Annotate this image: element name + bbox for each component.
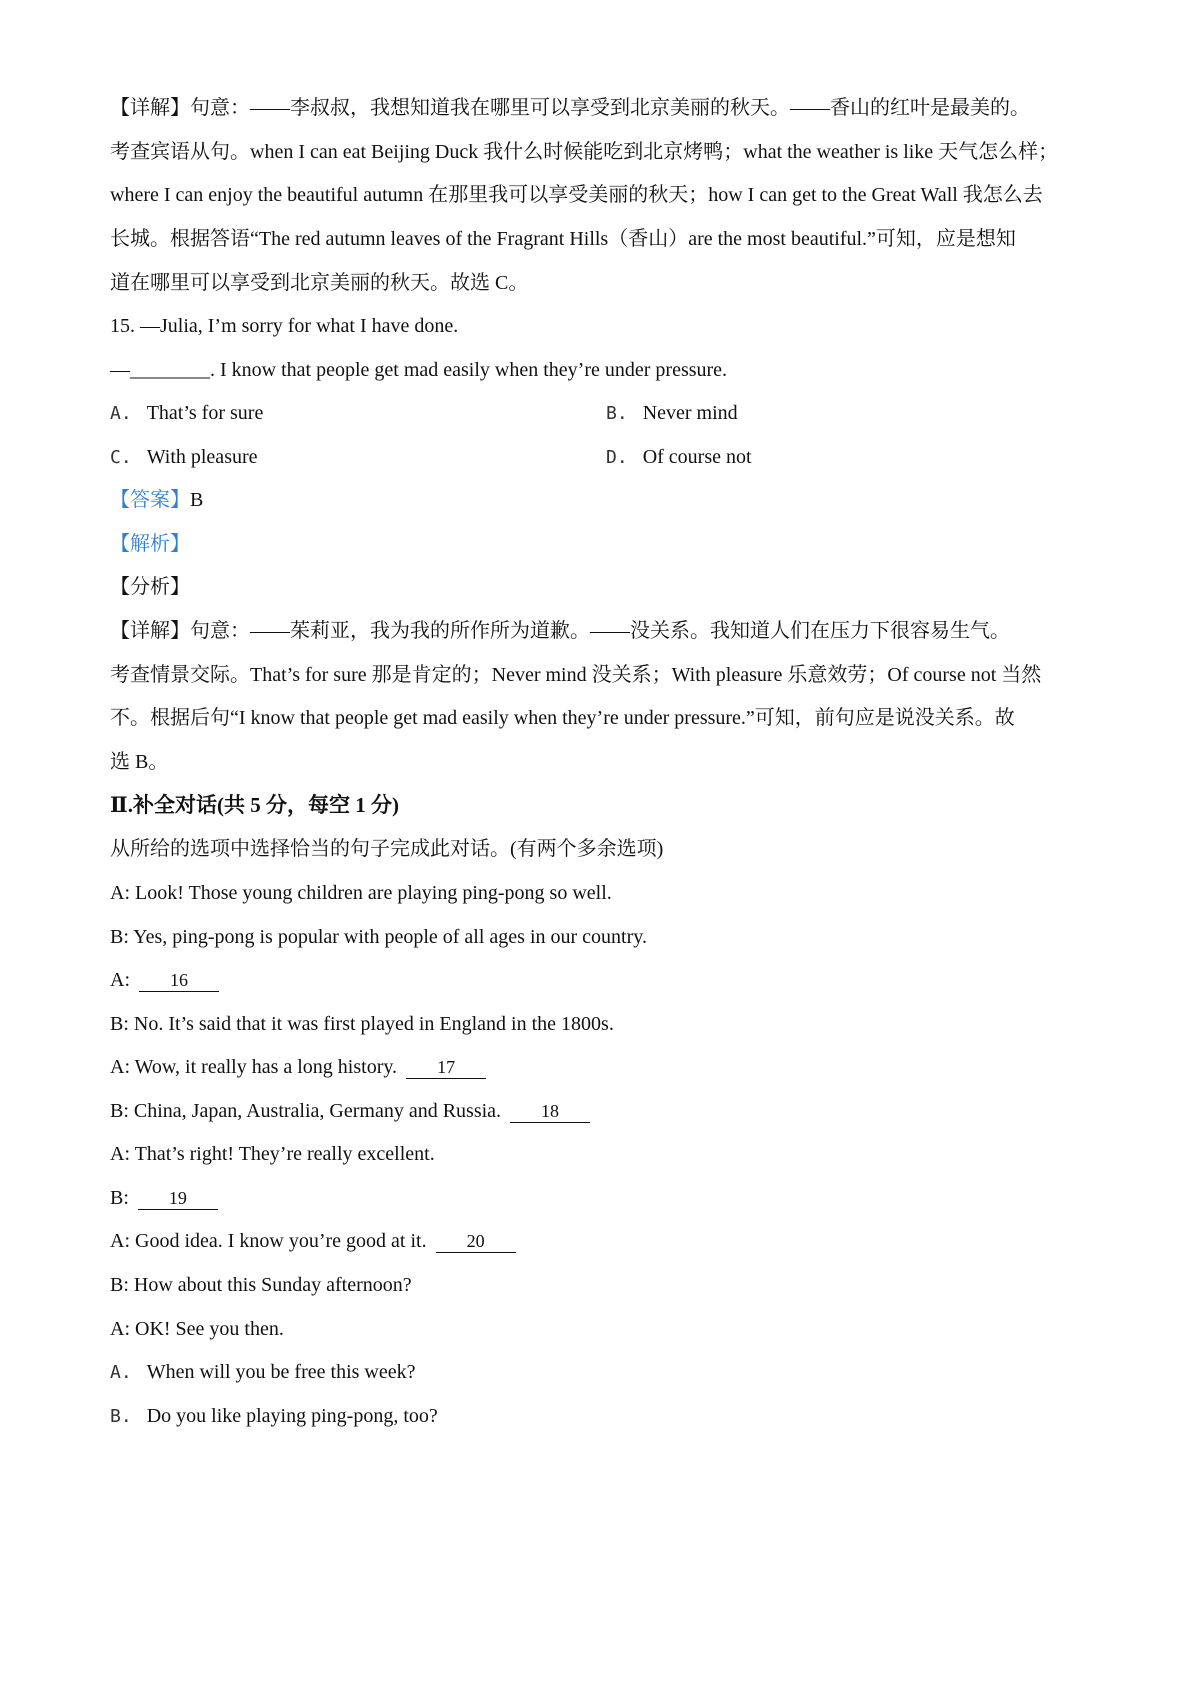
dialogue-text: A: OK! See you then.	[110, 1318, 284, 1340]
dialogue-text: B: No. It’s said that it was first played in England in the 1800s.	[110, 1013, 614, 1035]
dialogue-line	[110, 880, 1100, 906]
dialogue-line	[110, 1054, 1100, 1080]
answer-blank-16[interactable]: 16	[139, 969, 219, 992]
section-heading: Ⅱ.补全对话(共 5 分，每空 1 分)	[110, 793, 399, 817]
dialogue-text: B: Yes, ping-pong is popular with people of all ages in our country.	[110, 926, 647, 948]
q15-question-line-1: 15. —Julia, I’m sorry for what I have done.	[110, 315, 459, 337]
dialogue-line	[110, 1272, 1100, 1298]
answer-blank-20[interactable]: 20	[436, 1230, 516, 1253]
option-text: When will you be free this week?	[146, 1361, 416, 1383]
dialogue-text: A:	[110, 969, 130, 991]
option-text: That’s for sure	[146, 402, 264, 424]
q14-detail-line-2: 考查宾语从句。when I can eat Beijing Duck 我什么时候能吃到北京烤鸭；what the weather is like 天气怎么样；	[110, 141, 1059, 163]
dialogue-line	[110, 1185, 1100, 1211]
dialogue-text: B: China, Japan, Australia, Germany and Russia.	[110, 1100, 502, 1122]
q15-option-a	[110, 400, 263, 427]
answer-blank-18[interactable]: 18	[510, 1100, 590, 1123]
dialogue-line	[110, 1098, 1100, 1124]
option-text: Never mind	[642, 402, 738, 424]
option-letter: C.	[110, 447, 132, 468]
q14-detail-line-1: 【详解】句意：——李叔叔，我想知道我在哪里可以享受到北京美丽的秋天。——香山的红叶是最美的。	[110, 97, 1030, 119]
dialogue-text: A: Wow, it really has a long history.	[110, 1056, 398, 1078]
section-option-a	[110, 1359, 415, 1386]
answer-label: 【答案】	[110, 489, 190, 511]
q15-detail-line-3: 不。根据后句“I know that people get mad easily when they’re under pressure.”可知，前句应是说没关系。故	[110, 707, 1015, 729]
option-letter: D.	[606, 447, 628, 468]
q14-detail-line-5: 道在哪里可以享受到北京美丽的秋天。故选 C。	[110, 272, 529, 294]
dialogue-text: A: Good idea. I know you’re good at it.	[110, 1230, 427, 1252]
answer-value: B	[190, 489, 204, 511]
dialogue-line	[110, 1141, 1100, 1167]
dialogue-text: B: How about this Sunday afternoon?	[110, 1274, 412, 1296]
dialogue-line	[110, 1316, 1100, 1342]
dialogue-line	[110, 967, 1100, 993]
q15-question-line-2: —________. I know that people get mad easily when they’re under pressure.	[110, 359, 728, 381]
option-text: Of course not	[642, 446, 752, 468]
q15-detail-line-2: 考查情景交际。That’s for sure 那是肯定的；Never mind 没关系；With pleasure 乐意效劳；Of course not 当然	[110, 664, 1042, 686]
q15-detail-line-1: 【详解】句意：——茱莉亚，我为我的所作所为道歉。——没关系。我知道人们在压力下很容易生气。	[110, 620, 1010, 642]
q14-detail-line-4: 长城。根据答语“The red autumn leaves of the Fragrant Hills（香山）are the most beautiful.”可知，应是想知	[110, 228, 1016, 250]
option-letter: B.	[606, 403, 628, 424]
dialogue-line	[110, 924, 1100, 950]
q15-option-c	[110, 444, 258, 471]
section-instruction: 从所给的选项中选择恰当的句子完成此对话。(有两个多余选项)	[110, 838, 664, 860]
dialogue-text: A: Look! Those young children are playing ping-pong so well.	[110, 882, 612, 904]
answer-blank-19[interactable]: 19	[138, 1187, 218, 1210]
dialogue-line	[110, 1011, 1100, 1037]
q15-answer	[110, 487, 1100, 513]
option-text: Do you like playing ping-pong, too?	[146, 1405, 438, 1427]
option-letter: A.	[110, 1362, 132, 1383]
dialogue-text: A: That’s right! They’re really excellent.	[110, 1143, 435, 1165]
option-letter: A.	[110, 403, 132, 424]
q15-detail-line-4: 选 B。	[110, 751, 169, 773]
q15-analysis-label: 【解析】	[110, 533, 190, 555]
option-text: With pleasure	[146, 446, 258, 468]
section-option-b	[110, 1403, 438, 1430]
option-letter: B.	[110, 1406, 132, 1427]
q15-option-b	[606, 400, 738, 427]
answer-blank-17[interactable]: 17	[406, 1056, 486, 1079]
q14-detail-line-3: where I can enjoy the beautiful autumn 在那里我可以享受美丽的秋天；how I can get to the Great Wall 我怎么去	[110, 184, 1043, 206]
dialogue-line	[110, 1228, 1100, 1254]
q15-fenxi-label: 【分析】	[110, 576, 190, 598]
q15-option-d	[606, 444, 752, 471]
dialogue-text: B:	[110, 1187, 129, 1209]
